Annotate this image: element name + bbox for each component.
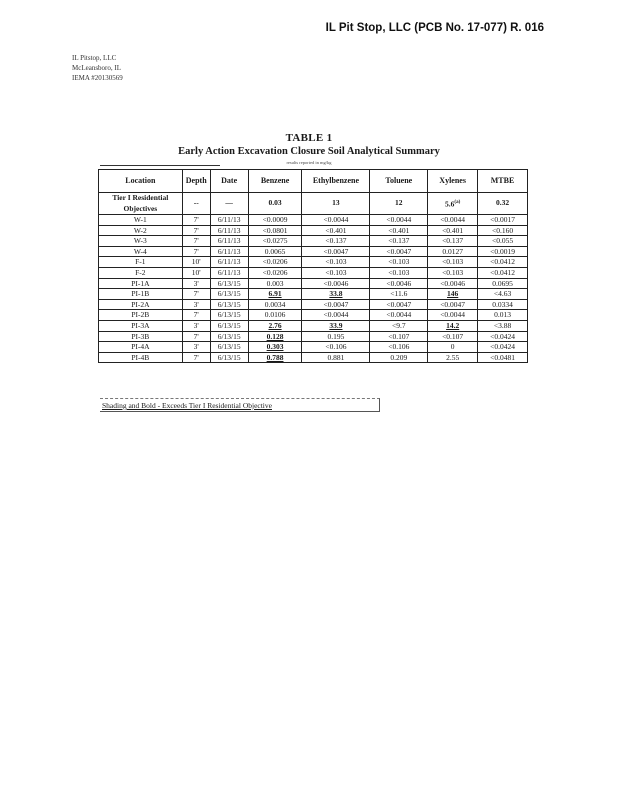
cell-benzene: 6.91 <box>248 289 302 300</box>
cell-toluene: <0.103 <box>370 257 428 268</box>
cell-mtbe: 0.013 <box>478 310 528 321</box>
soil-results-table <box>98 169 528 363</box>
table-row <box>99 225 528 236</box>
cell-mtbe: <0.055 <box>478 236 528 247</box>
cell-mtbe: 0.0334 <box>478 299 528 310</box>
divider-line <box>100 165 220 166</box>
cell-benzene: 0.0106 <box>248 310 302 321</box>
cell-date: 6/11/13 <box>210 246 248 257</box>
cell-ethylbenzene: <0.137 <box>302 236 370 247</box>
cell-xylenes: <0.0046 <box>428 278 478 289</box>
sender-company: IL Pitstop, LLC <box>72 54 117 62</box>
cell-depth: 7' <box>182 331 210 342</box>
column-header: Xylenes <box>428 170 478 193</box>
cell-benzene: 0.0034 <box>248 299 302 310</box>
column-header: Toluene <box>370 170 428 193</box>
cell-ethylbenzene: <0.0044 <box>302 215 370 226</box>
table-row <box>99 267 528 278</box>
cell-depth: 10' <box>182 267 210 278</box>
cell-ethylbenzene: 33.9 <box>302 320 370 331</box>
cell-benzene: 2.76 <box>248 320 302 331</box>
cell-benzene: <0.0206 <box>248 267 302 278</box>
cell-benzene: 0.303 <box>248 342 302 353</box>
cell-location: PI-1A <box>99 278 183 289</box>
cell-toluene: <0.401 <box>370 225 428 236</box>
cell-toluene: <11.6 <box>370 289 428 300</box>
cell-toluene: <0.103 <box>370 267 428 278</box>
cell-date: 6/13/15 <box>210 289 248 300</box>
cell-toluene: <0.106 <box>370 342 428 353</box>
cell-depth: 3' <box>182 342 210 353</box>
cell-ethylbenzene: <0.401 <box>302 225 370 236</box>
cell-date: 6/13/15 <box>210 310 248 321</box>
cell-location: W-2 <box>99 225 183 236</box>
cell-xylenes: 14.2 <box>428 320 478 331</box>
table-row <box>99 215 528 226</box>
cell-depth: 10' <box>182 257 210 268</box>
cell-toluene: <9.7 <box>370 320 428 331</box>
cell-toluene: <0.0044 <box>370 215 428 226</box>
cell-benzene: 0.788 <box>248 352 302 363</box>
cell-xylenes: <0.0044 <box>428 310 478 321</box>
cell-benzene: 0.128 <box>248 331 302 342</box>
table-row <box>99 331 528 342</box>
cell-ethylbenzene: 0.881 <box>302 352 370 363</box>
cell-xylenes: <0.103 <box>428 257 478 268</box>
cell-toluene: 0.209 <box>370 352 428 363</box>
cell-location: PI-4A <box>99 342 183 353</box>
cell-location: PI-3B <box>99 331 183 342</box>
table-row <box>99 320 528 331</box>
column-header: Depth <box>182 170 210 193</box>
cell-location: W-4 <box>99 246 183 257</box>
cell-depth: 3' <box>182 278 210 289</box>
cell-ethylbenzene: <0.0044 <box>302 310 370 321</box>
cell-toluene: <0.0047 <box>370 246 428 257</box>
table-row <box>99 352 528 363</box>
objectives-label <box>99 193 183 215</box>
cell-location: F-1 <box>99 257 183 268</box>
cell-mtbe: <0.0412 <box>478 257 528 268</box>
cell-benzene: <0.0009 <box>248 215 302 226</box>
cell-ethylbenzene: <0.0046 <box>302 278 370 289</box>
table-row <box>99 342 528 353</box>
cell-date: 6/11/13 <box>210 225 248 236</box>
cell-mtbe: <0.0424 <box>478 342 528 353</box>
cell-mtbe: <0.0424 <box>478 331 528 342</box>
sender-iema-number: IEMA #20130569 <box>72 74 123 82</box>
cell-date: 6/11/13 <box>210 236 248 247</box>
cell-depth: 7' <box>182 352 210 363</box>
cell-depth: 3' <box>182 299 210 310</box>
table-row <box>99 236 528 247</box>
cell-ethylbenzene: 33.8 <box>302 289 370 300</box>
cell-location: W-1 <box>99 215 183 226</box>
column-header: Date <box>210 170 248 193</box>
cell-toluene: <0.0047 <box>370 299 428 310</box>
cell-location: W-3 <box>99 236 183 247</box>
table-subtitle: Early Action Excavation Closure Soil Analytical Summary <box>178 146 440 157</box>
cell-benzene: <0.0275 <box>248 236 302 247</box>
cell-benzene: 0.003 <box>248 278 302 289</box>
objectives-row <box>99 193 528 215</box>
cell-depth: 7' <box>182 236 210 247</box>
cell-date: 6/13/15 <box>210 320 248 331</box>
table-title: TABLE 1 <box>285 132 333 144</box>
cell-ethylbenzene: 0.195 <box>302 331 370 342</box>
cell-mtbe: <0.0019 <box>478 246 528 257</box>
cell-mtbe: <0.0481 <box>478 352 528 363</box>
column-header: MTBE <box>478 170 528 193</box>
footnote-text: Shading and Bold - Exceeds Tier I Residential Objective <box>102 401 272 410</box>
cell-location: PI-1B <box>99 289 183 300</box>
objectives-benzene: 0.03 <box>248 193 302 215</box>
cell-xylenes: 146 <box>428 289 478 300</box>
table-footnote <box>100 398 380 412</box>
objectives-label-line: Objectives <box>123 203 158 213</box>
cell-depth: 3' <box>182 320 210 331</box>
cell-date: 6/13/15 <box>210 342 248 353</box>
table-header-row <box>99 170 528 193</box>
exhibit-reference: IL Pit Stop, LLC (PCB No. 17-077) R. 016 <box>325 22 544 34</box>
cell-date: 6/13/15 <box>210 278 248 289</box>
objectives-xylenes <box>428 193 478 215</box>
cell-toluene: <0.0046 <box>370 278 428 289</box>
cell-depth: 7' <box>182 225 210 236</box>
objectives-date: — <box>210 193 248 215</box>
cell-location: PI-4B <box>99 352 183 363</box>
cell-xylenes: <0.0047 <box>428 299 478 310</box>
cell-mtbe: <4.63 <box>478 289 528 300</box>
cell-xylenes: <0.103 <box>428 267 478 278</box>
cell-xylenes: 2.55 <box>428 352 478 363</box>
cell-benzene: 0.0065 <box>248 246 302 257</box>
cell-depth: 7' <box>182 310 210 321</box>
cell-mtbe: <3.88 <box>478 320 528 331</box>
column-header: Location <box>99 170 183 193</box>
column-header: Benzene <box>248 170 302 193</box>
cell-location: F-2 <box>99 267 183 278</box>
table-row <box>99 310 528 321</box>
objectives-mtbe: 0.32 <box>478 193 528 215</box>
cell-ethylbenzene: <0.103 <box>302 267 370 278</box>
cell-ethylbenzene: <0.103 <box>302 257 370 268</box>
cell-ethylbenzene: <0.106 <box>302 342 370 353</box>
cell-mtbe: <0.160 <box>478 225 528 236</box>
cell-toluene: <0.0044 <box>370 310 428 321</box>
cell-mtbe: <0.0017 <box>478 215 528 226</box>
cell-mtbe: 0.0695 <box>478 278 528 289</box>
cell-date: 6/13/15 <box>210 299 248 310</box>
cell-date: 6/11/13 <box>210 257 248 268</box>
cell-location: PI-3A <box>99 320 183 331</box>
cell-toluene: <0.137 <box>370 236 428 247</box>
cell-date: 6/13/15 <box>210 352 248 363</box>
cell-ethylbenzene: <0.0047 <box>302 246 370 257</box>
cell-xylenes: 0 <box>428 342 478 353</box>
cell-xylenes: <0.0044 <box>428 215 478 226</box>
cell-xylenes: <0.107 <box>428 331 478 342</box>
table-row <box>99 289 528 300</box>
table-row <box>99 278 528 289</box>
cell-xylenes: <0.137 <box>428 236 478 247</box>
table-row <box>99 257 528 268</box>
cell-depth: 7' <box>182 246 210 257</box>
objectives-xylenes-note: (a) <box>454 199 461 205</box>
sender-block <box>72 53 123 83</box>
cell-toluene: <0.107 <box>370 331 428 342</box>
cell-xylenes: <0.401 <box>428 225 478 236</box>
cell-date: 6/11/13 <box>210 267 248 278</box>
cell-benzene: <0.0801 <box>248 225 302 236</box>
cell-mtbe: <0.0412 <box>478 267 528 278</box>
cell-depth: 7' <box>182 289 210 300</box>
objectives-ethylbenzene: 13 <box>302 193 370 215</box>
cell-benzene: <0.0206 <box>248 257 302 268</box>
objectives-depth: -- <box>182 193 210 215</box>
objectives-xylenes-value: 5.6 <box>445 199 455 208</box>
cell-date: 6/11/13 <box>210 215 248 226</box>
cell-location: PI-2A <box>99 299 183 310</box>
objectives-label-line: Tier I Residential <box>112 193 169 202</box>
table-row <box>99 246 528 257</box>
objectives-toluene: 12 <box>370 193 428 215</box>
table-row <box>99 299 528 310</box>
column-header: Ethylbenzene <box>302 170 370 193</box>
sender-city: McLeansboro, IL <box>72 64 121 72</box>
cell-date: 6/13/15 <box>210 331 248 342</box>
cell-xylenes: 0.0127 <box>428 246 478 257</box>
cell-depth: 7' <box>182 215 210 226</box>
cell-location: PI-2B <box>99 310 183 321</box>
cell-ethylbenzene: <0.0047 <box>302 299 370 310</box>
table-units: results reported in mg/kg <box>286 160 332 165</box>
